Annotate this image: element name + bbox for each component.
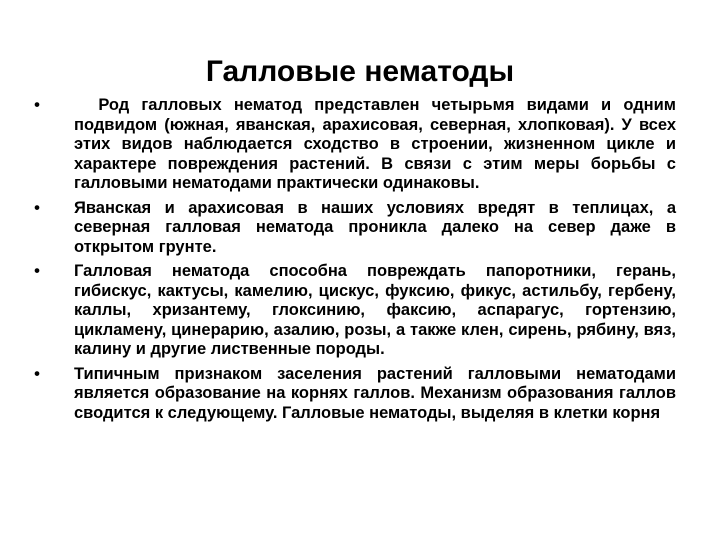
- slide-title: Галловые нематоды: [205, 55, 515, 88]
- bullet-text: Типичным признаком заселения растений галловыми нематодами является образование на корнях галлов. Механизм образования галлов сводится к следующему. Галловые нематоды, выделяя в клетки корня: [74, 364, 676, 422]
- bullet-text: Галловая нематода способна повреждать папоротники, герань, гибискус, кактусы, камелию, цискус, фуксию, фикус, астильбу, гербену, каллы, хризантему, глоксинию, факсию, аспарагус, гортензию, цикламену, цинерарию, азалию, розы, а также клен, сирень, рябину, вяз, калину и другие лиственные породы.: [74, 262, 676, 358]
- bullet-marker: •: [34, 262, 40, 280]
- bullet-item-greenhouse: [30, 199, 676, 258]
- bullet-item-host-plants: [30, 262, 676, 360]
- bullet-item-intro: [30, 96, 681, 194]
- bullet-item-symptoms: [30, 365, 676, 424]
- bullet-text: Яванская и арахисовая в наших условиях вредят в теплицах, а северная галловая нематода проникла далеко на север даже в открытом грунте.: [74, 198, 676, 256]
- bullet-text: Род галловых нематод представлен четырьмя видами и одним подвидом (южная, яванская, арахисовая, северная, хлопковая). У всех этих видов наблюдается сходство в строении, жизненном цикле и характере повреждения растений. В связи с этим меры борьбы с галловыми нематодами практически одинаковы.: [74, 96, 681, 192]
- bullet-marker: •: [34, 96, 40, 114]
- bullet-marker: •: [34, 198, 40, 217]
- bullet-marker: •: [34, 364, 40, 383]
- bullet-list: [30, 96, 681, 428]
